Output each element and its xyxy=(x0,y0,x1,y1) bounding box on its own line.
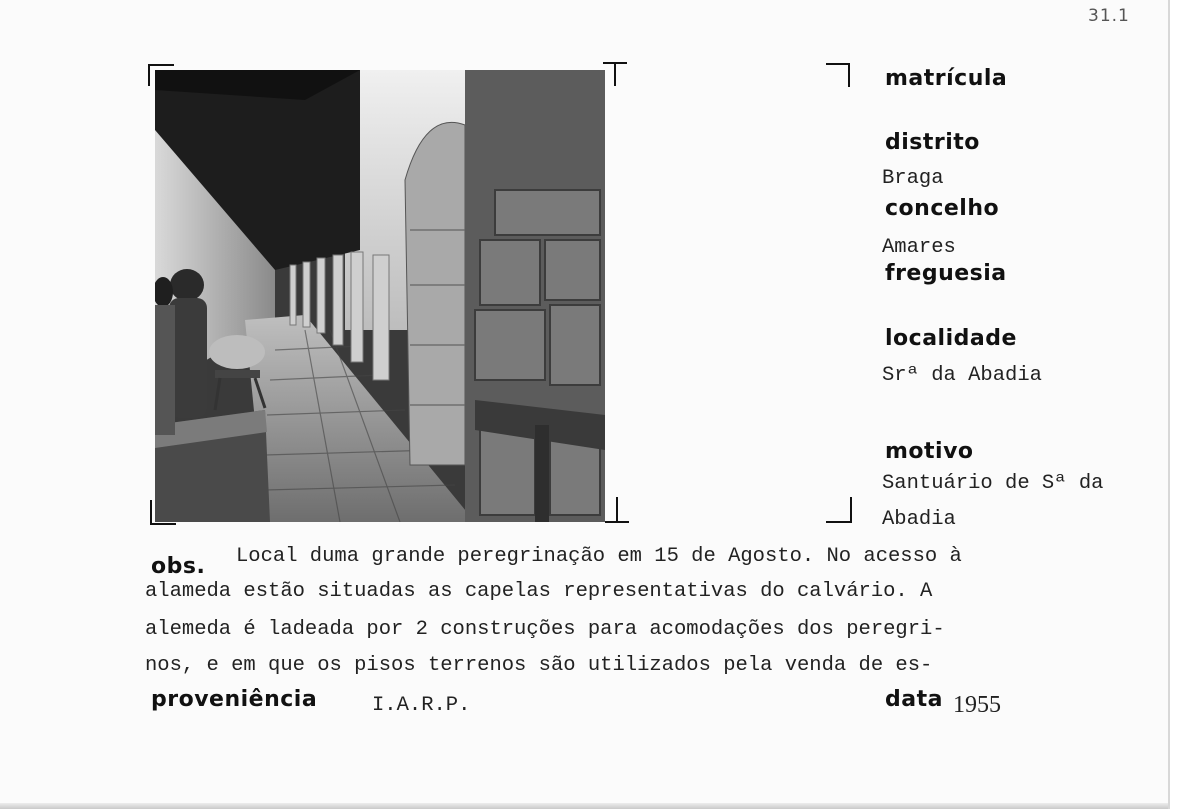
data-value: 1955 xyxy=(953,692,1001,718)
crop-mark-top-left-h xyxy=(148,64,174,66)
freguesia-label: freguesia xyxy=(885,261,1007,286)
data-label: data xyxy=(885,687,943,712)
obs-line-2: alameda estão situadas as capelas representativas do calvário. A xyxy=(145,580,933,603)
distrito-value: Braga xyxy=(882,167,944,190)
crop-mark-right-top-h xyxy=(826,63,850,65)
motivo-value-line-2: Abadia xyxy=(882,508,956,531)
crop-mark-bottom-left-v xyxy=(150,500,152,525)
concelho-value: Amares xyxy=(882,236,956,259)
matricula-label: matrícula xyxy=(885,66,1008,91)
localidade-value: Srª da Abadia xyxy=(882,364,1042,387)
obs-line-4: nos, e em que os pisos terrenos são utilizados pela venda de es- xyxy=(145,654,933,677)
proveniencia-label: proveniência xyxy=(151,687,318,712)
card-bottom-shadow xyxy=(0,803,1168,809)
crop-mark-right-bottom-v xyxy=(850,497,852,523)
obs-line-3: alemeda é ladeada por 2 construções para acomodações dos peregri- xyxy=(145,618,945,641)
crop-mark-top-right-v xyxy=(614,62,616,86)
crop-mark-right-bottom-h xyxy=(826,521,852,523)
obs-label: obs. xyxy=(151,554,206,579)
crop-mark-bottom-right-v xyxy=(616,497,618,523)
arcade-corridor-photo xyxy=(155,70,605,522)
obs-line-1: Local duma grande peregrinação em 15 de Agosto. No acesso à xyxy=(236,545,962,568)
card-reference-number: 31.1 xyxy=(1088,6,1130,26)
motivo-label: motivo xyxy=(885,439,974,464)
proveniencia-value: I.A.R.P. xyxy=(372,694,471,717)
localidade-label: localidade xyxy=(885,326,1017,351)
crop-mark-top-left-v xyxy=(148,64,150,86)
crop-mark-bottom-left-h xyxy=(150,523,176,525)
concelho-label: concelho xyxy=(885,196,1000,221)
photo-illustration xyxy=(155,70,605,522)
distrito-label: distrito xyxy=(885,130,980,155)
motivo-value-line-1: Santuário de Sª da xyxy=(882,472,1104,495)
crop-mark-right-top-v xyxy=(848,63,850,87)
